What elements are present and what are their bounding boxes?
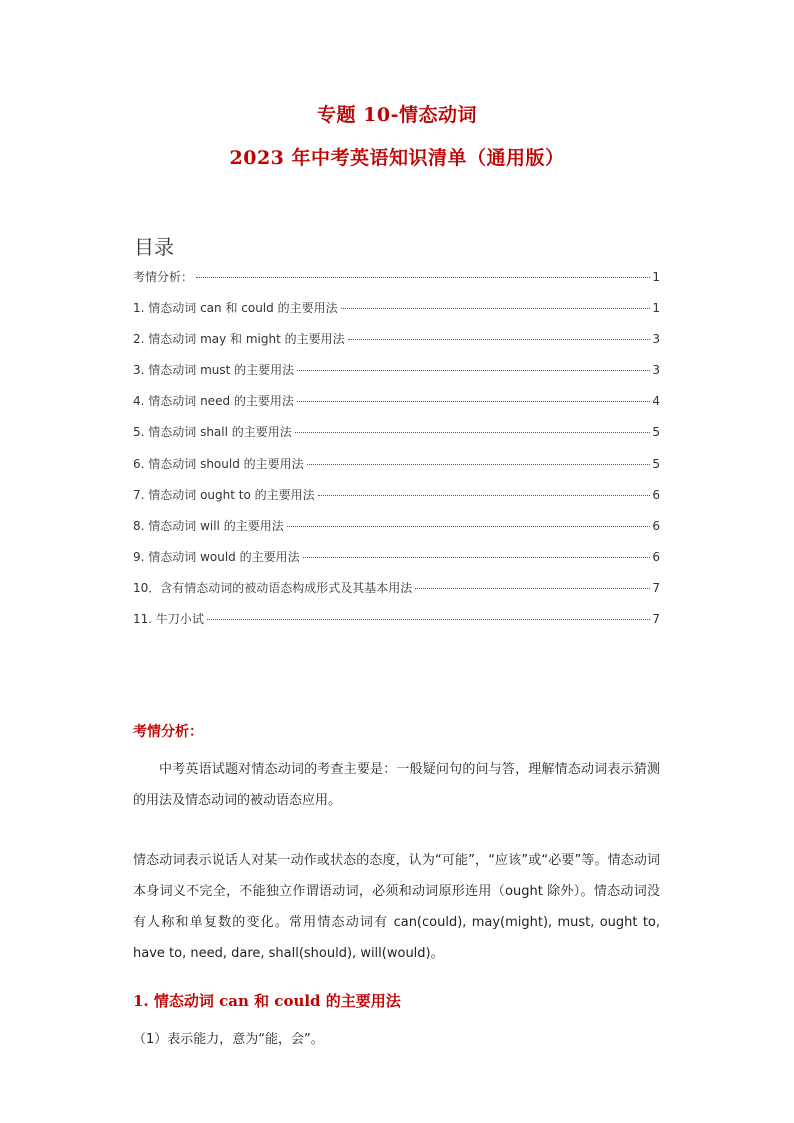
toc-entry[interactable] <box>133 579 660 610</box>
toc-entry-label: 2. 情态动词 may 和 might 的主要用法 <box>133 332 345 347</box>
toc-entry[interactable] <box>133 299 660 330</box>
toc-entry-page-number: 6 <box>652 487 660 502</box>
toc-entry-label: 8. 情态动词 will 的主要用法 <box>133 518 284 533</box>
toc-entry-page-number: 6 <box>652 518 660 533</box>
toc-dot-leader <box>341 308 651 309</box>
document-title: 专题 10-情态动词 <box>317 104 477 126</box>
toc-entry[interactable] <box>133 610 660 641</box>
toc-entry-label: 9. 情态动词 would 的主要用法 <box>133 549 300 564</box>
table-of-contents <box>133 268 660 641</box>
toc-entry-label: 4. 情态动词 need 的主要用法 <box>133 394 294 409</box>
toc-dot-leader <box>348 339 651 340</box>
toc-entry-label: 10．含有情态动词的被动语态构成形式及其基本用法 <box>133 580 413 595</box>
toc-dot-leader <box>295 432 651 433</box>
toc-entry-label: 5. 情态动词 shall 的主要用法 <box>133 425 292 440</box>
toc-entry[interactable] <box>133 548 660 579</box>
toc-entry-page-number: 3 <box>652 332 660 347</box>
toc-entry-label: 1. 情态动词 can 和 could 的主要用法 <box>133 301 338 316</box>
toc-entry[interactable] <box>133 361 660 392</box>
toc-entry-page-number: 7 <box>652 612 660 627</box>
section-1-item-1: （1）表示能力，意为“能，会”。 <box>133 1032 324 1047</box>
toc-entry[interactable] <box>133 423 660 454</box>
toc-entry-page-number: 7 <box>652 580 660 595</box>
toc-entry[interactable] <box>133 455 660 486</box>
toc-entry-label: 3. 情态动词 must 的主要用法 <box>133 363 295 378</box>
toc-entry[interactable] <box>133 517 660 548</box>
toc-entry-page-number: 1 <box>652 301 660 316</box>
toc-dot-leader <box>415 588 650 589</box>
document-subtitle: 2023 年中考英语知识清单（通用版） <box>229 147 565 169</box>
toc-entry[interactable] <box>133 268 660 299</box>
toc-entry-page-number: 4 <box>652 394 660 409</box>
toc-dot-leader <box>287 526 651 527</box>
toc-entry-label: 考情分析： <box>133 270 194 284</box>
toc-dot-leader <box>297 370 650 371</box>
toc-heading: 目录 <box>134 235 174 259</box>
analysis-label: 考情分析： <box>133 724 203 740</box>
section-1-heading: 1. 情态动词 can 和 could 的主要用法 <box>133 992 401 1010</box>
toc-entry[interactable] <box>133 392 660 423</box>
toc-entry-label: 7. 情态动词 ought to 的主要用法 <box>133 487 315 502</box>
toc-entry-page-number: 5 <box>652 425 660 440</box>
toc-entry-label: 6. 情态动词 should 的主要用法 <box>133 456 304 471</box>
toc-entry-label: 11. 牛刀小试 <box>133 612 204 627</box>
toc-dot-leader <box>318 495 651 496</box>
toc-dot-leader <box>303 557 651 558</box>
toc-dot-leader <box>207 619 650 620</box>
toc-entry-page-number: 3 <box>652 363 660 378</box>
toc-entry-page-number: 6 <box>652 549 660 564</box>
toc-entry[interactable] <box>133 330 660 361</box>
analysis-paragraph: 中考英语试题对情态动词的考查主要是：一般疑问句的问与答，理解情态动词表示猜测的用法及情态动词的被动语态应用。 <box>133 762 660 808</box>
toc-entry-page-number: 5 <box>652 456 660 471</box>
toc-dot-leader <box>196 277 650 278</box>
toc-dot-leader <box>307 464 651 465</box>
toc-entry-page-number: 1 <box>652 270 660 284</box>
toc-dot-leader <box>297 401 650 402</box>
intro-paragraph: 情态动词表示说话人对某一动作或状态的态度，认为“可能”，“应该”或“必要”等。情态动词本身词义不完全，不能独立作谓语动词，必须和动词原形连用（ought 除外）。情态动词没有人称和单复数的变化。常用情态动词有 can(could), may(might), must, ought to, have to, need, dare, shall(should), will(would)。 <box>133 853 660 961</box>
toc-entry[interactable] <box>133 486 660 517</box>
